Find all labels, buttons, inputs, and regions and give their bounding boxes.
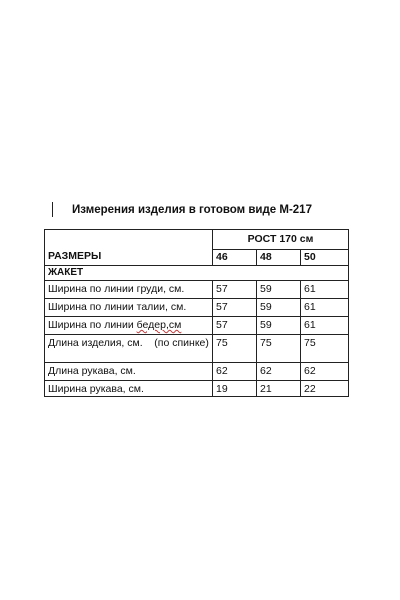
cell-value: 62 (257, 363, 301, 381)
size-48: 48 (257, 250, 301, 266)
row-label: Ширина рукава, см. (45, 381, 213, 397)
row-label: Длина рукава, см. (45, 363, 213, 381)
table-row (45, 299, 349, 317)
header-growth: РОСТ 170 см (213, 230, 349, 250)
cell-value: 61 (301, 317, 349, 335)
table-row (45, 335, 349, 363)
measurements-table (44, 229, 349, 397)
size-50: 50 (301, 250, 349, 266)
section-row (45, 266, 349, 281)
row-label: Ширина по линии талии, см. (45, 299, 213, 317)
document-title: Измерения изделия в готовом виде М-217 (72, 204, 312, 216)
cell-value: 62 (213, 363, 257, 381)
spellcheck-marked-text: бедер,см (136, 319, 182, 331)
text-cursor (52, 202, 53, 217)
row-label (45, 317, 213, 335)
row-label-prefix: Ширина по линии (48, 319, 137, 331)
cell-value: 61 (301, 281, 349, 299)
cell-value: 59 (257, 281, 301, 299)
row-label: Ширина по линии груди, см. (45, 281, 213, 299)
cell-value: 59 (257, 299, 301, 317)
table-row (45, 381, 349, 397)
cell-value: 59 (257, 317, 301, 335)
cell-value: 57 (213, 317, 257, 335)
size-46: 46 (213, 250, 257, 266)
cell-value: 75 (213, 335, 257, 363)
section-label-jacket: ЖАКЕТ (45, 266, 349, 281)
header-row-growth (45, 230, 349, 250)
cell-value: 61 (301, 299, 349, 317)
table-row (45, 317, 349, 335)
table-row (45, 281, 349, 299)
cell-value: 21 (257, 381, 301, 397)
cell-value: 22 (301, 381, 349, 397)
table-row (45, 363, 349, 381)
cell-value: 19 (213, 381, 257, 397)
cell-value: 57 (213, 299, 257, 317)
cell-value: 75 (301, 335, 349, 363)
row-label: Длина изделия, см. (по спинке) (45, 335, 213, 363)
cell-value: 75 (257, 335, 301, 363)
cell-value: 62 (301, 363, 349, 381)
cell-value: 57 (213, 281, 257, 299)
header-sizes-label: РАЗМЕРЫ (45, 230, 213, 266)
